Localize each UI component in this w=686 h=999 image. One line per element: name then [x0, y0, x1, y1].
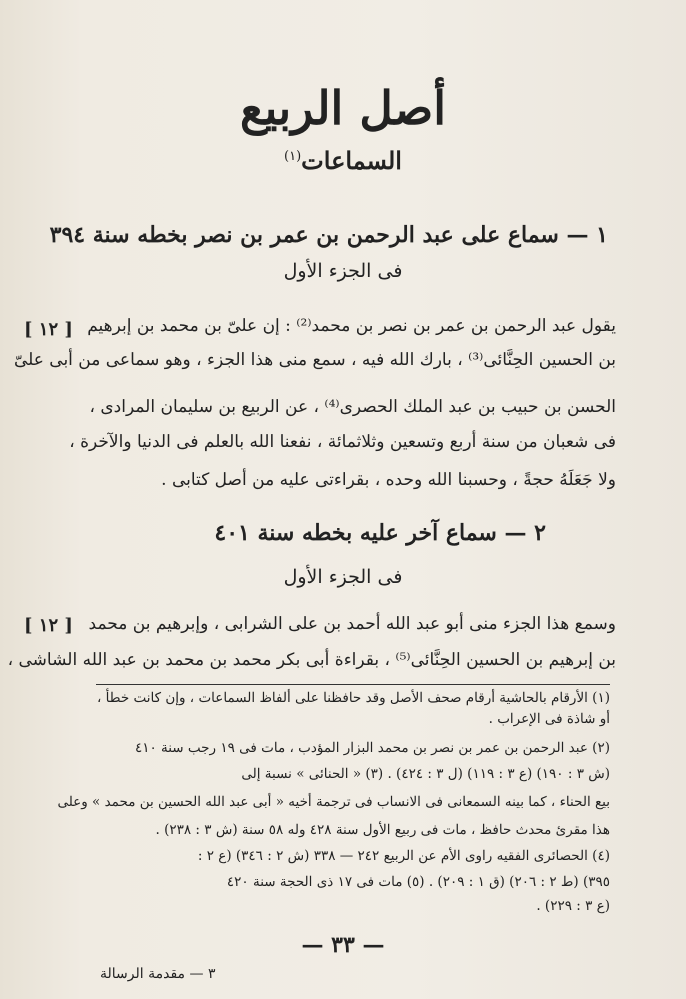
page-title: أصل الربيع [239, 81, 447, 135]
section-1-line: ولا جَعَلَهُ حجةً ، وحسبنا الله وحده ، بقراءتى عليه من أصل كتابى . [161, 470, 616, 490]
section-2-heading: ٢ — سماع آخر عليه بخطه سنة ٤٠١ [214, 520, 546, 546]
section-1-line: يقول عبد الرحمن بن عمر بن نصر بن محمد⁽²⁾ : إن علىّ بن محمد بن إبرهيم [87, 316, 616, 336]
section-1-subheading: فى الجزء الأول [283, 260, 403, 282]
signature-mark: ٣ — مقدمة الرسالة [100, 966, 216, 982]
footnote-line: هذا مقرئ محدث حافظ ، مات فى ربيع الأول سنة ٤٢٨ وله ٥٨ سنة (ش ٣ : ٢٣٨) . [155, 822, 610, 838]
section-1-margin-ref: [ ١٢ ] [24, 319, 73, 340]
section-1-line: فى شعبان من سنة أربع وتسعين وثلاثمائة ، نفعنا الله بالعلم فى الدنيا والآخرة ، [69, 432, 616, 452]
footnote-divider [96, 684, 610, 685]
footnote-line: (ع ٣ : ٢٢٩) . [536, 898, 610, 914]
footnote-line: (ش ٣ : ١٩٠) (ع ٣ : ١١٩) (ل ٣ : ٤٢٤) . (٣) « الحنائى » نسبة إلى [241, 766, 610, 782]
section-2-subheading: فى الجزء الأول [283, 566, 403, 588]
subtitle-text: السماعات [301, 146, 402, 175]
section-2-line: بن إبرهيم بن الحسين الحِنَّائى⁽⁵⁾ ، بقراءة أبى بكر محمد بن محمد بن عبد الله الشاشى ، [7, 650, 616, 670]
page-number: — ٣٣ — [301, 932, 385, 958]
section-2-line: وسمع هذا الجزء منى أبو عبد الله أحمد بن على الشرابى ، وإبرهيم بن محمد [88, 614, 616, 634]
footnote-line: ٣٩٥) (ط ٢ : ٢٠٦) (ق ١ : ٢٠٩) . (٥) مات فى ١٧ ذى الحجة سنة ٤٢٠ [226, 874, 610, 890]
footnote-line: (٤) الحصائرى الفقيه راوى الأم عن الربيع ٢٤٢ — ٣٣٨ (ش ٢ : ٣٤٦) (ع ٢ : [197, 848, 610, 864]
footnote-line: بيع الحناء ، كما بينه السمعانى فى الانساب فى ترجمة أخيه « أبى عبد الله الحسين بن محمد » وعلى [57, 794, 610, 810]
page-subtitle [0, 140, 686, 178]
footnote-line: (١) الأرقام بالحاشية أرقام صحف الأصل وقد حافظنا على ألفاظ السماعات ، وإن كانت خطأ ، [97, 690, 610, 706]
section-1-line: بن الحسين الحِنَّائى⁽³⁾ ، بارك الله فيه ، سمع منى هذا الجزء ، وهو سماعى من أبى علىّ [13, 350, 616, 370]
section-1-line: الحسن بن حبيب بن عبد الملك الحصرى⁽⁴⁾ ، عن الربيع بن سليمان المرادى ، [89, 397, 616, 417]
subtitle-footnote-marker: (١) [284, 149, 302, 164]
section-1-heading: ١ — سماع على عبد الرحمن بن عمر بن نصر بخطه سنة ٣٩٤ [49, 222, 608, 248]
footnote-line: أو شاذة فى الإعراب . [488, 711, 610, 727]
section-2-margin-ref: [ ١٢ ] [24, 615, 73, 636]
footnote-line: (٢) عبد الرحمن بن عمر بن نصر بن محمد البزار المؤدب ، مات فى ١٩ رجب سنة ٤١٠ [134, 740, 610, 756]
